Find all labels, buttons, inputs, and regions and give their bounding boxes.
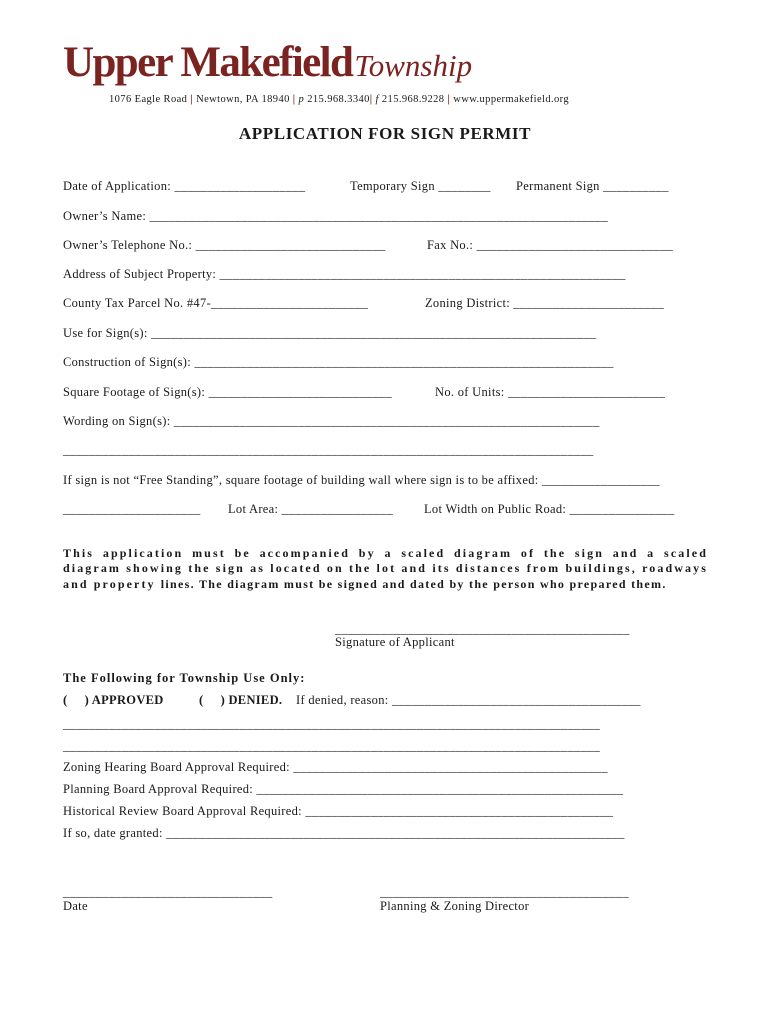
township-logo (63, 38, 472, 87)
construction-of-signs-field[interactable]: Construction of Sign(s): ________________________________________________________________ (63, 355, 614, 369)
separator: | (292, 94, 296, 105)
phone-prefix: p (298, 94, 305, 105)
zoning-hearing-board-field[interactable]: Zoning Hearing Board Approval Required: ________________________________________________ (63, 760, 608, 774)
temporary-sign-field[interactable]: Temporary Sign ________ (350, 179, 491, 193)
signature-label: Signature of Applicant (335, 635, 455, 649)
logo-brand-sub: Township (354, 48, 473, 83)
logo-brand-main: Upper Makefield (63, 39, 353, 86)
website[interactable]: www.uppermakefield.org (453, 94, 570, 105)
phone-number: 215.968.3340 (307, 94, 370, 105)
square-footage-field[interactable]: Square Footage of Sign(s): ____________________________ (63, 385, 392, 399)
blank-lead-field[interactable]: _____________________ (63, 502, 201, 516)
wording-on-signs-field[interactable]: Wording on Sign(s): _________________________________________________________________ (63, 414, 600, 428)
zoning-district-field[interactable]: Zoning District: _______________________ (425, 296, 665, 310)
use-for-signs-field[interactable]: Use for Sign(s): ____________________________________________________________________ (63, 326, 597, 340)
form-title: APPLICATION FOR SIGN PERMIT (238, 124, 532, 143)
lot-width-field[interactable]: Lot Width on Public Road: ________________ (424, 502, 675, 516)
reason-line-1[interactable]: __________________________________________________________________________________ (63, 717, 601, 731)
wall-square-footage-field[interactable]: If sign is not “Free Standing”, square footage of building wall where sign is to be affixed: __________________ (63, 473, 660, 487)
address-subject-property-field[interactable]: Address of Subject Property: ______________________________________________________________ (63, 267, 626, 281)
planning-board-field[interactable]: Planning Board Approval Required: ________________________________________________________ (63, 782, 624, 796)
no-of-units-field[interactable]: No. of Units: ________________________ (435, 385, 666, 399)
separator: | (369, 94, 373, 105)
owners-telephone-field[interactable]: Owner’s Telephone No.: _____________________________ (63, 238, 386, 252)
street-address: 1076 Eagle Road (109, 94, 188, 105)
denied-checkbox[interactable]: ( ) DENIED. (199, 693, 283, 707)
date-label: Date (63, 899, 88, 913)
approved-checkbox[interactable]: ( ) APPROVED (63, 693, 164, 707)
fax-no-field[interactable]: Fax No.: ______________________________ (427, 238, 674, 252)
city-state-zip: Newtown, PA 18940 (196, 94, 290, 105)
date-of-application-field[interactable]: Date of Application: ____________________ (63, 179, 306, 193)
letterhead-address (109, 94, 569, 105)
fax-number: 215.968.9228 (381, 94, 445, 105)
wording-continuation-line[interactable]: _________________________________________________________________________________ (63, 443, 594, 457)
owners-name-field[interactable]: Owner’s Name: ______________________________________________________________________ (63, 209, 609, 223)
fax-prefix: f (375, 94, 379, 105)
lot-area-field[interactable]: Lot Area: _________________ (228, 502, 394, 516)
director-signature-line[interactable]: ______________________________________ (380, 885, 629, 899)
separator: | (447, 94, 451, 105)
denied-reason-field[interactable]: If denied, reason: ______________________________________ (296, 693, 641, 707)
separator: | (190, 94, 194, 105)
township-use-heading: The Following for Township Use Only: (63, 671, 306, 685)
date-line[interactable]: ________________________________ (63, 885, 273, 899)
notice-text: This application must be accompanied by a scaled diagram of the sign and a scaled diagram showing the sign as located on the lot and its distances from buildings, roadways and property (63, 546, 708, 591)
historical-review-board-field[interactable]: Historical Review Board Approval Required: _______________________________________________ (63, 804, 614, 818)
diagram-requirement-notice (63, 546, 708, 592)
date-granted-field[interactable]: If so, date granted: ______________________________________________________________________ (63, 826, 625, 840)
notice-last-line: lines. The diagram must be signed and dated by the person who prepared them. (160, 576, 667, 591)
county-tax-parcel-field[interactable]: County Tax Parcel No. #47-________________________ (63, 296, 369, 310)
signature-line[interactable]: _____________________________________________ (335, 622, 630, 636)
director-label: Planning & Zoning Director (380, 899, 530, 913)
reason-line-2[interactable]: __________________________________________________________________________________ (63, 739, 601, 753)
permanent-sign-field[interactable]: Permanent Sign __________ (516, 179, 669, 193)
